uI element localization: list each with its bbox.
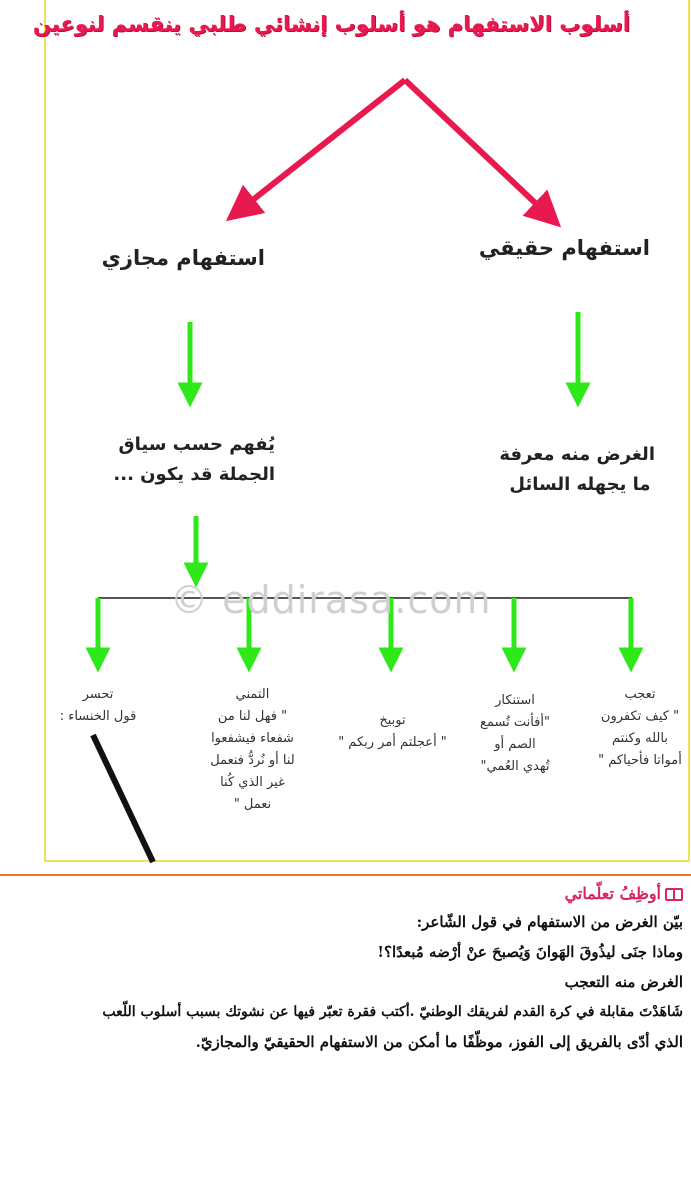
diagram-title: أسلوب الاستفهام هو أسلوب إنشائي طلبي ينقسم لنوعين	[32, 12, 630, 36]
figurative-desc	[113, 430, 275, 490]
leaf-denial	[460, 690, 570, 778]
leaf-line: أمواتا فأحياكم "	[598, 753, 682, 768]
leaf-line: " أعجلتم أمر ربكم "	[338, 735, 447, 750]
book-icon	[665, 888, 683, 901]
figurative-desc-line-2: الجملة قد يكون ...	[113, 464, 275, 485]
leaf-line: تُهدي العُمي"	[480, 759, 550, 774]
arrow-to-figurative	[240, 80, 405, 210]
leaf-line: الصم أو	[494, 737, 536, 752]
answer-line: الغرض منه التعجب	[564, 973, 683, 991]
section-heading	[8, 884, 683, 903]
leaf-line: قول الخنساء :	[59, 709, 137, 724]
verse-line: وماذا جنَى ليذُوقَ الهَوانَ وَيُصبحَ عنْ أرْضه مُبعدًا؟!	[377, 943, 683, 961]
pen-stroke	[93, 735, 153, 862]
leaf-title: تحسر	[82, 687, 114, 702]
leaf-regret	[48, 684, 148, 728]
leaf-title: التمني	[235, 687, 270, 702]
watermark: © eddirasa.com	[170, 578, 492, 622]
arrow-to-real	[405, 80, 548, 215]
leaf-wish	[195, 684, 310, 816]
branch-real-label: استفهام حقيقي	[478, 236, 650, 260]
task-line-2: الذي أدّى بالفريق إلى الفوز، موظّفًا ما أمكن من الاستفهام الحقيقيّ والمجازيّ.	[195, 1033, 683, 1051]
question-line: بيّن الغرض من الاستفهام في قول الشّاعر:	[416, 913, 683, 931]
leaf-line: شفعاء فيشفعوا	[211, 731, 294, 746]
branch-figurative-label: استفهام مجازي	[101, 246, 265, 270]
leaf-line: لنا أو نُردُّ فنعمل	[210, 753, 295, 768]
leaf-line: بالله وكنتم	[612, 731, 668, 746]
apply-learning-section	[8, 878, 683, 1057]
real-desc	[499, 440, 655, 500]
leaf-rebuke	[320, 710, 465, 754]
leaf-line: " كيف تكفرون	[600, 709, 680, 724]
real-desc-line-1: الغرض منه معرفة	[499, 444, 655, 465]
leaf-title: توبيخ	[379, 713, 406, 728]
leaf-line: نعمل "	[233, 797, 272, 812]
section-heading-text: أوظِفُ تعلّماتي	[564, 884, 661, 903]
section-divider	[0, 874, 691, 876]
leaf-title: استنكار	[495, 693, 535, 708]
figurative-desc-line-1: يُفهم حسب سياق	[118, 434, 275, 455]
leaf-title: تعجب	[624, 687, 656, 702]
real-desc-line-2: ما يجهله السائل	[509, 474, 651, 495]
leaf-line: "أفأنت تُسمع	[480, 715, 550, 730]
task-line-1: شَاهَدْتَ مقابلة في كرة القدم لفريقك الوطنيّ .أكتب فقرة تعبّر فيها عن نشوتك بسبب أسلوب اللّعب	[102, 1004, 683, 1020]
leaf-wonder	[590, 684, 690, 772]
leaf-line: غير الذي كُنا	[220, 775, 285, 790]
leaf-line: " فهل لنا من	[217, 709, 288, 724]
